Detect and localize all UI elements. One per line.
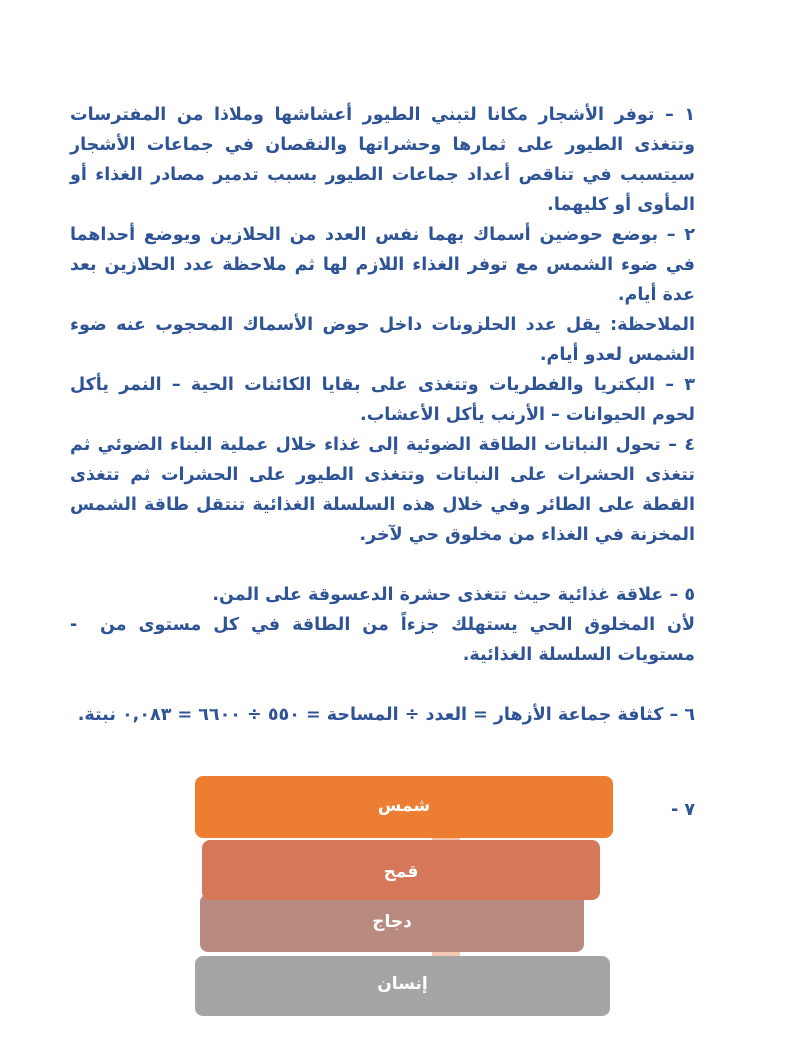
answer-5: ٥ – علاقة غذائية حيث تتغذى حشرة الدعسوقة على المن. [212,585,695,605]
answer-5-bullet-row [70,610,695,670]
answer-6: ٦ – كثافة جماعة الأزهار = العدد ÷ المساحة = ٥٥٠ ÷ ٦٦٠٠ = ٠,٠٨٣ نبتة. [77,705,695,725]
bullet-dash: - [70,615,78,635]
chain-level-box [195,956,610,1016]
spacer [70,670,695,700]
answers-document [70,100,695,730]
chain-level-box [195,776,613,838]
answer-1: ١ – توفر الأشجار مكانا لتبني الطيور أعشاشها وملاذا من المفترسات وتتغذى الطيور على ثمارها وحشراتها والنقصان في جماعات الأشجار سيتسبب في تناقص أعداد جماعات الطيور بسبب تدمير مصادر الغذاء أو المأوى أو كليهما. [70,105,695,215]
answer-2: ٢ – بوضع حوضين أسماك بهما نفس العدد من الحلازين ويوضع أحداهما في ضوء الشمس مع توفر الغذاء اللازم لها ثم ملاحظة عدد الحلازين بعد عدة أيام. [70,225,695,305]
answer-7-label: ٧ - [670,800,695,820]
answer-2-note: الملاحظة: يقل عدد الحلزونات داخل حوض الأسماك المحجوب عنه ضوء الشمس لعدو أيام. [70,315,695,365]
chain-level-box [200,894,584,952]
answer-4: ٤ – تحول النباتات الطاقة الضوئية إلى غذاء خلال عملية البناء الضوئي ثم تتغذى الحشرات على النباتات وتتغذى الطيور على الحشرات ثم تتغذى القطة على الطائر وفي خلال هذه السلسلة الغذائية تنتقل طاقة الشمس المخزنة في الغذاء من مخلوق حي لآخر. [70,435,695,545]
chain-level-label: إنسان [377,974,428,994]
answer-5-bullet: لأن المخلوق الحي يستهلك جزءاً من الطاقة في كل مستوى من مستويات السلسلة الغذائية. [100,615,695,665]
chain-level-label: شمس [377,796,431,816]
chain-level-label: قمح [383,862,419,882]
chain-level-label: دجاج [372,912,412,932]
spacer [70,550,695,580]
chain-level-box [202,840,600,900]
food-chain-diagram [190,776,620,1026]
answer-3: ٣ – البكتريا والفطريات وتتغذى على بقايا الكائنات الحية – النمر يأكل لحوم الحيوانات – الأرنب يأكل الأعشاب. [70,375,695,425]
